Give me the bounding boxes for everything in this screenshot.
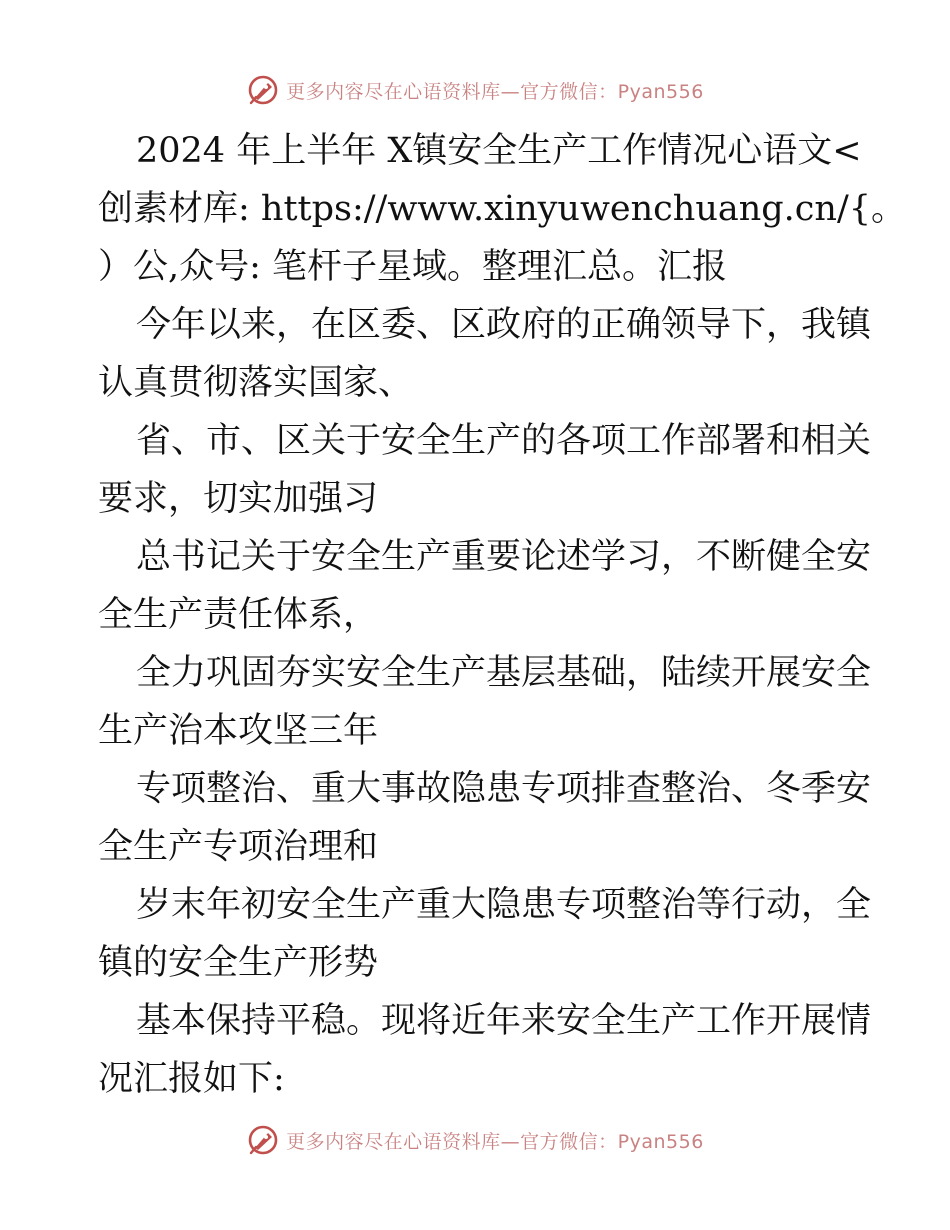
- document-line: 专项整治、重大事故隐患专项排查整治、冬季安: [136, 769, 872, 809]
- document-body: [98, 122, 907, 1108]
- document-line: 总书记关于安全生产重要论述学习，不断健全安: [136, 537, 872, 577]
- document-line: 省、市、区关于安全生产的各项工作部署和相关: [136, 421, 872, 461]
- document-line: 岁末年初安全生产重大隐患专项整治等行动，全: [136, 885, 872, 925]
- document-line: 全生产专项治理和: [98, 827, 379, 867]
- document-line: 今年以来，在区委、区政府的正确领导下，我镇: [136, 305, 872, 345]
- header-banner-text: 更多内容尽在心语资料库—官方微信：Pyan556: [286, 80, 704, 103]
- pen-nib-circle-icon: [246, 73, 280, 107]
- document-line: 全力巩固夯实安全生产基层基础，陆续开展安全: [136, 653, 872, 693]
- document-line: ）公,众号: 笔杆子星域。整理汇总。汇报: [98, 247, 728, 287]
- document-line: 况汇报如下:: [98, 1059, 285, 1099]
- document-line: 镇的安全生产形势: [98, 943, 379, 983]
- document-line: 要求，切实加强习: [98, 479, 379, 519]
- header-banner: [0, 70, 950, 110]
- pen-nib-circle-icon: [246, 1123, 280, 1157]
- document-line: 认真贯彻落实国家、: [98, 363, 414, 403]
- document-line: 生产治本攻坚三年: [98, 711, 379, 751]
- footer-banner-text: 更多内容尽在心语资料库—官方微信：Pyan556: [286, 1130, 704, 1153]
- document-line: 创素材库: https://www.xinyuwenchuang.cn/{。: [98, 189, 907, 229]
- footer-banner: [0, 1120, 950, 1160]
- document-line: 基本保持平稳。现将近年来安全生产工作开展情: [136, 1001, 872, 1041]
- document-line: 全生产责任体系，: [98, 595, 379, 635]
- document-line: 2024 年上半年 X镇安全生产工作情况心语文<: [136, 131, 862, 171]
